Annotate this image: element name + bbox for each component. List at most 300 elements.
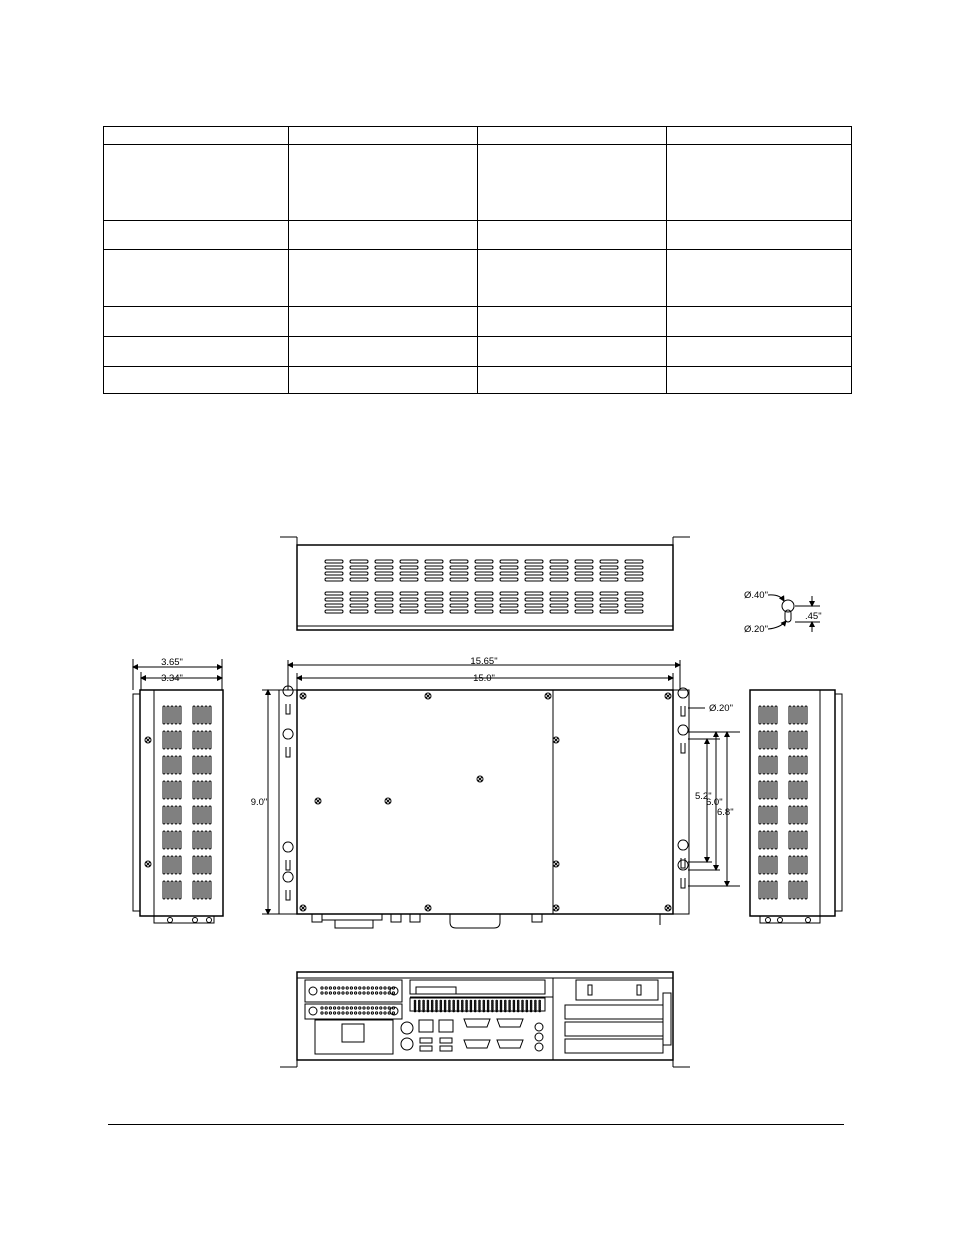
screw-cross <box>316 799 320 803</box>
vent-slot <box>450 566 468 569</box>
vent-hole <box>359 992 361 994</box>
vent-slot <box>550 560 568 563</box>
vent-slot <box>797 831 799 849</box>
vent-slot <box>759 706 761 724</box>
vent-slot <box>197 706 199 724</box>
vent-slot <box>350 560 368 563</box>
vent-slot <box>767 806 769 824</box>
vent-hole <box>329 992 331 994</box>
vent-slot <box>450 598 468 601</box>
vent-hole <box>329 1012 331 1014</box>
vent-hole <box>380 1007 382 1009</box>
vent-slot <box>167 806 169 824</box>
vent-slot <box>475 566 493 569</box>
vent-hole <box>338 987 340 989</box>
vent-slot <box>163 781 165 799</box>
vent-hole <box>466 1008 468 1010</box>
vent-hole <box>427 1002 429 1004</box>
vent-slot <box>400 592 418 595</box>
vent-slot <box>171 756 173 774</box>
vent-hole <box>367 987 369 989</box>
vent-slot <box>350 578 368 581</box>
vent-slot <box>175 756 177 774</box>
vent-hole <box>338 1007 340 1009</box>
vent-hole <box>363 992 365 994</box>
vent-slot <box>793 731 795 749</box>
vent-hole <box>431 1008 433 1010</box>
vent-hole <box>479 1002 481 1004</box>
vent-slot <box>500 592 518 595</box>
vent-hole <box>453 1004 455 1006</box>
vent-hole <box>526 1002 528 1004</box>
vent-slot <box>171 806 173 824</box>
vent-slot <box>201 781 203 799</box>
vent-slot <box>400 578 418 581</box>
vent-slot <box>793 856 795 874</box>
vent-slot <box>400 566 418 569</box>
vent-slot <box>425 592 443 595</box>
vent-slot <box>789 831 791 849</box>
vent-hole <box>334 1012 336 1014</box>
vent-slot <box>767 781 769 799</box>
vent-hole <box>329 1007 331 1009</box>
vent-hole <box>479 1000 481 1002</box>
vent-hole <box>479 1006 481 1008</box>
vent-slot <box>575 598 593 601</box>
vent-slot <box>175 831 177 849</box>
vent-slot <box>350 610 368 613</box>
vent-hole <box>474 1000 476 1002</box>
vent-slot <box>167 731 169 749</box>
vent-slot <box>425 560 443 563</box>
vent-slot <box>400 598 418 601</box>
vent-hole <box>325 1007 327 1009</box>
vent-hole <box>496 1004 498 1006</box>
vent-hole <box>376 987 378 989</box>
vent-slot <box>600 592 618 595</box>
vent-slot <box>201 731 203 749</box>
vent-slot <box>201 806 203 824</box>
vent-hole <box>367 1007 369 1009</box>
hole-spacing-a-label: 5.2" <box>695 791 712 802</box>
vent-hole <box>539 1008 541 1010</box>
vent-slot <box>209 781 211 799</box>
vent-hole <box>513 1008 515 1010</box>
vent-hole <box>500 1008 502 1010</box>
vent-hole <box>470 1002 472 1004</box>
vent-slot <box>197 856 199 874</box>
vent-slot <box>425 578 443 581</box>
vent-slot <box>193 806 195 824</box>
vent-slot <box>775 731 777 749</box>
vent-hole <box>496 1008 498 1010</box>
vent-slot <box>425 572 443 575</box>
vent-hole <box>535 1008 537 1010</box>
vent-slot <box>625 592 643 595</box>
vent-slot <box>325 604 343 607</box>
vent-slot <box>167 781 169 799</box>
screw-cross <box>554 906 558 910</box>
vent-hole <box>371 1007 373 1009</box>
vent-slot <box>400 572 418 575</box>
vent-slot <box>197 756 199 774</box>
vent-hole <box>436 1002 438 1004</box>
vent-hole <box>522 1008 524 1010</box>
vent-hole <box>449 1008 451 1010</box>
vent-hole <box>513 1006 515 1008</box>
rear-view <box>280 972 690 1067</box>
vent-hole <box>457 1006 459 1008</box>
vent-hole <box>483 1004 485 1006</box>
vent-hole <box>487 1002 489 1004</box>
vent-slot <box>793 806 795 824</box>
vent-slot <box>179 731 181 749</box>
vent-slot <box>193 706 195 724</box>
vent-slot <box>171 781 173 799</box>
vent-hole <box>359 1007 361 1009</box>
screw-cross <box>146 738 150 742</box>
vent-hole <box>483 1006 485 1008</box>
vent-hole <box>500 1004 502 1006</box>
vent-hole <box>453 1006 455 1008</box>
vent-hole <box>414 1008 416 1010</box>
vent-slot <box>350 604 368 607</box>
vent-hole <box>462 1006 464 1008</box>
vent-slot <box>325 560 343 563</box>
vent-slot <box>500 560 518 563</box>
vent-slot <box>771 706 773 724</box>
vent-hole <box>419 1008 421 1010</box>
vent-slot <box>771 806 773 824</box>
hole-spacing-b-label: 6.0" <box>706 797 723 808</box>
vent-slot <box>167 856 169 874</box>
vent-hole <box>539 1000 541 1002</box>
vent-hole <box>334 992 336 994</box>
vent-slot <box>205 806 207 824</box>
vent-slot <box>759 756 761 774</box>
vent-hole <box>535 1006 537 1008</box>
vent-hole <box>350 992 352 994</box>
vent-hole <box>462 1004 464 1006</box>
vent-hole <box>325 987 327 989</box>
vent-hole <box>440 1004 442 1006</box>
vent-hole <box>444 1000 446 1002</box>
vent-slot <box>797 781 799 799</box>
vent-hole <box>457 1000 459 1002</box>
vent-hole <box>535 1000 537 1002</box>
vent-hole <box>466 1006 468 1008</box>
vent-slot <box>175 856 177 874</box>
vent-hole <box>449 1000 451 1002</box>
vent-slot <box>325 592 343 595</box>
vent-hole <box>440 1000 442 1002</box>
vent-hole <box>363 987 365 989</box>
vent-slot <box>600 560 618 563</box>
vent-slot <box>625 566 643 569</box>
vent-hole <box>496 1002 498 1004</box>
vent-hole <box>367 992 369 994</box>
vent-slot <box>767 856 769 874</box>
vent-hole <box>342 992 344 994</box>
vent-slot <box>759 731 761 749</box>
vent-slot <box>201 756 203 774</box>
body-width-label: 15.0" <box>473 673 495 684</box>
vent-slot <box>763 881 765 899</box>
vent-hole <box>376 1007 378 1009</box>
vent-slot <box>805 831 807 849</box>
vent-slot <box>179 806 181 824</box>
vent-slot <box>805 756 807 774</box>
right-vent-slots <box>759 706 807 899</box>
vent-hole <box>371 1012 373 1014</box>
vent-slot <box>801 831 803 849</box>
vent-hole <box>346 1012 348 1014</box>
top-view <box>280 537 690 630</box>
vent-hole <box>414 1002 416 1004</box>
vent-hole <box>363 1012 365 1014</box>
vent-hole <box>321 987 323 989</box>
vent-slot <box>167 831 169 849</box>
vent-slot <box>525 560 543 563</box>
vent-slot <box>500 604 518 607</box>
vent-slot <box>625 560 643 563</box>
vent-slot <box>575 610 593 613</box>
vent-slot <box>163 731 165 749</box>
vent-slot <box>575 572 593 575</box>
vent-slot <box>193 756 195 774</box>
keyhole-offset-label: .45" <box>805 611 822 622</box>
vent-slot <box>175 806 177 824</box>
side-depth-inner-label: 3.34" <box>161 673 183 684</box>
vent-slot <box>400 604 418 607</box>
vent-slot <box>793 831 795 849</box>
vent-hole <box>431 1004 433 1006</box>
vent-hole <box>522 1002 524 1004</box>
vent-slot <box>179 831 181 849</box>
vent-hole <box>431 1000 433 1002</box>
vent-slot <box>325 598 343 601</box>
vent-slot <box>175 881 177 899</box>
vent-hole <box>513 1004 515 1006</box>
vent-slot <box>805 881 807 899</box>
vent-hole <box>419 1002 421 1004</box>
vent-hole <box>539 1006 541 1008</box>
vent-slot <box>201 856 203 874</box>
vent-slot <box>197 881 199 899</box>
vent-slot <box>759 881 761 899</box>
vent-slot <box>550 572 568 575</box>
vent-slot <box>793 781 795 799</box>
vent-slot <box>205 831 207 849</box>
vent-hole <box>496 1000 498 1002</box>
vent-hole <box>346 987 348 989</box>
vent-slot <box>205 781 207 799</box>
vent-slot <box>801 856 803 874</box>
side-depth-outer-label: 3.65" <box>161 657 183 668</box>
vent-slot <box>625 578 643 581</box>
vent-slot <box>193 856 195 874</box>
vent-slot <box>425 604 443 607</box>
screw-cross <box>301 694 305 698</box>
vent-slot <box>600 598 618 601</box>
vent-hole <box>449 1002 451 1004</box>
vent-hole <box>334 987 336 989</box>
left-vent-slots <box>163 706 211 899</box>
vent-slot <box>197 831 199 849</box>
screw-cross <box>386 799 390 803</box>
vent-hole <box>500 1002 502 1004</box>
vent-slot <box>171 706 173 724</box>
vent-slot <box>789 781 791 799</box>
vent-slot <box>163 806 165 824</box>
vent-slot <box>350 598 368 601</box>
vent-hole <box>487 1004 489 1006</box>
vent-slot <box>575 604 593 607</box>
vent-slot <box>789 806 791 824</box>
vent-hole <box>423 1004 425 1006</box>
vent-slot <box>450 604 468 607</box>
vent-slot <box>759 831 761 849</box>
vent-slot <box>789 731 791 749</box>
vent-slot <box>763 706 765 724</box>
vent-hole <box>376 992 378 994</box>
rear-vent-holes <box>321 987 541 1014</box>
vent-hole <box>384 1012 386 1014</box>
vent-hole <box>505 1008 507 1010</box>
vent-hole <box>487 1006 489 1008</box>
vent-slot <box>193 731 195 749</box>
vent-slot <box>205 856 207 874</box>
vent-hole <box>526 1004 528 1006</box>
vent-hole <box>325 1012 327 1014</box>
height-label: 9.0" <box>250 797 268 808</box>
vent-hole <box>427 1006 429 1008</box>
vent-hole <box>535 1002 537 1004</box>
vent-hole <box>492 1006 494 1008</box>
vent-slot <box>797 856 799 874</box>
vent-slot <box>425 566 443 569</box>
vent-slot <box>525 592 543 595</box>
vent-slot <box>775 756 777 774</box>
vent-hole <box>440 1006 442 1008</box>
vent-slot <box>789 881 791 899</box>
vent-hole <box>526 1008 528 1010</box>
vent-hole <box>388 1012 390 1014</box>
vent-hole <box>509 1004 511 1006</box>
vent-hole <box>530 1006 532 1008</box>
vent-slot <box>789 756 791 774</box>
vent-hole <box>474 1002 476 1004</box>
vent-slot <box>797 881 799 899</box>
vent-hole <box>342 987 344 989</box>
vent-hole <box>423 1000 425 1002</box>
vent-slot <box>775 706 777 724</box>
vent-hole <box>384 1007 386 1009</box>
vent-hole <box>517 1000 519 1002</box>
vent-hole <box>509 1000 511 1002</box>
vent-slot <box>163 831 165 849</box>
vent-hole <box>321 1007 323 1009</box>
vent-slot <box>797 806 799 824</box>
vent-hole <box>522 1000 524 1002</box>
vent-slot <box>205 881 207 899</box>
vent-slot <box>789 856 791 874</box>
vent-slot <box>767 831 769 849</box>
vent-slot <box>801 881 803 899</box>
right-side-view <box>750 690 842 923</box>
vent-slot <box>801 706 803 724</box>
vent-slot <box>771 831 773 849</box>
vent-slot <box>179 881 181 899</box>
vent-slot <box>375 592 393 595</box>
vent-hole <box>384 992 386 994</box>
vent-hole <box>392 992 394 994</box>
vent-hole <box>444 1002 446 1004</box>
vent-hole <box>419 1006 421 1008</box>
vent-slot <box>475 610 493 613</box>
vent-hole <box>419 1000 421 1002</box>
vent-hole <box>474 1008 476 1010</box>
vent-hole <box>388 992 390 994</box>
vent-slot <box>475 560 493 563</box>
vent-slot <box>475 578 493 581</box>
vent-slot <box>625 598 643 601</box>
vent-slot <box>550 604 568 607</box>
vent-slot <box>525 598 543 601</box>
vent-hole <box>371 992 373 994</box>
vent-slot <box>525 566 543 569</box>
vent-slot <box>350 566 368 569</box>
vent-hole <box>444 1006 446 1008</box>
vent-hole <box>466 1000 468 1002</box>
vent-hole <box>350 987 352 989</box>
vent-slot <box>175 706 177 724</box>
screw-cross <box>426 906 430 910</box>
vent-hole <box>359 1012 361 1014</box>
vent-slot <box>400 610 418 613</box>
vent-hole <box>453 1000 455 1002</box>
vent-slot <box>763 731 765 749</box>
vent-hole <box>470 1006 472 1008</box>
vent-slot <box>325 572 343 575</box>
vent-slot <box>325 578 343 581</box>
vent-hole <box>423 1002 425 1004</box>
vent-hole <box>522 1006 524 1008</box>
vent-slot <box>805 806 807 824</box>
vent-slot <box>375 598 393 601</box>
vent-slot <box>450 610 468 613</box>
vent-hole <box>436 1000 438 1002</box>
vent-slot <box>500 578 518 581</box>
vent-slot <box>450 578 468 581</box>
vent-hole <box>526 1006 528 1008</box>
vent-hole <box>338 1012 340 1014</box>
vent-slot <box>550 566 568 569</box>
vent-hole <box>522 1004 524 1006</box>
vent-hole <box>492 1000 494 1002</box>
left-side-view <box>133 659 223 923</box>
vent-slot <box>175 731 177 749</box>
vent-slot <box>767 731 769 749</box>
vent-slot <box>500 572 518 575</box>
vent-slot <box>209 881 211 899</box>
vent-hole <box>419 1004 421 1006</box>
vent-slot <box>625 604 643 607</box>
vent-slot <box>325 566 343 569</box>
keyhole-small-dia-label: Ø.20" <box>744 624 768 635</box>
screw-cross <box>666 906 670 910</box>
vent-slot <box>193 831 195 849</box>
